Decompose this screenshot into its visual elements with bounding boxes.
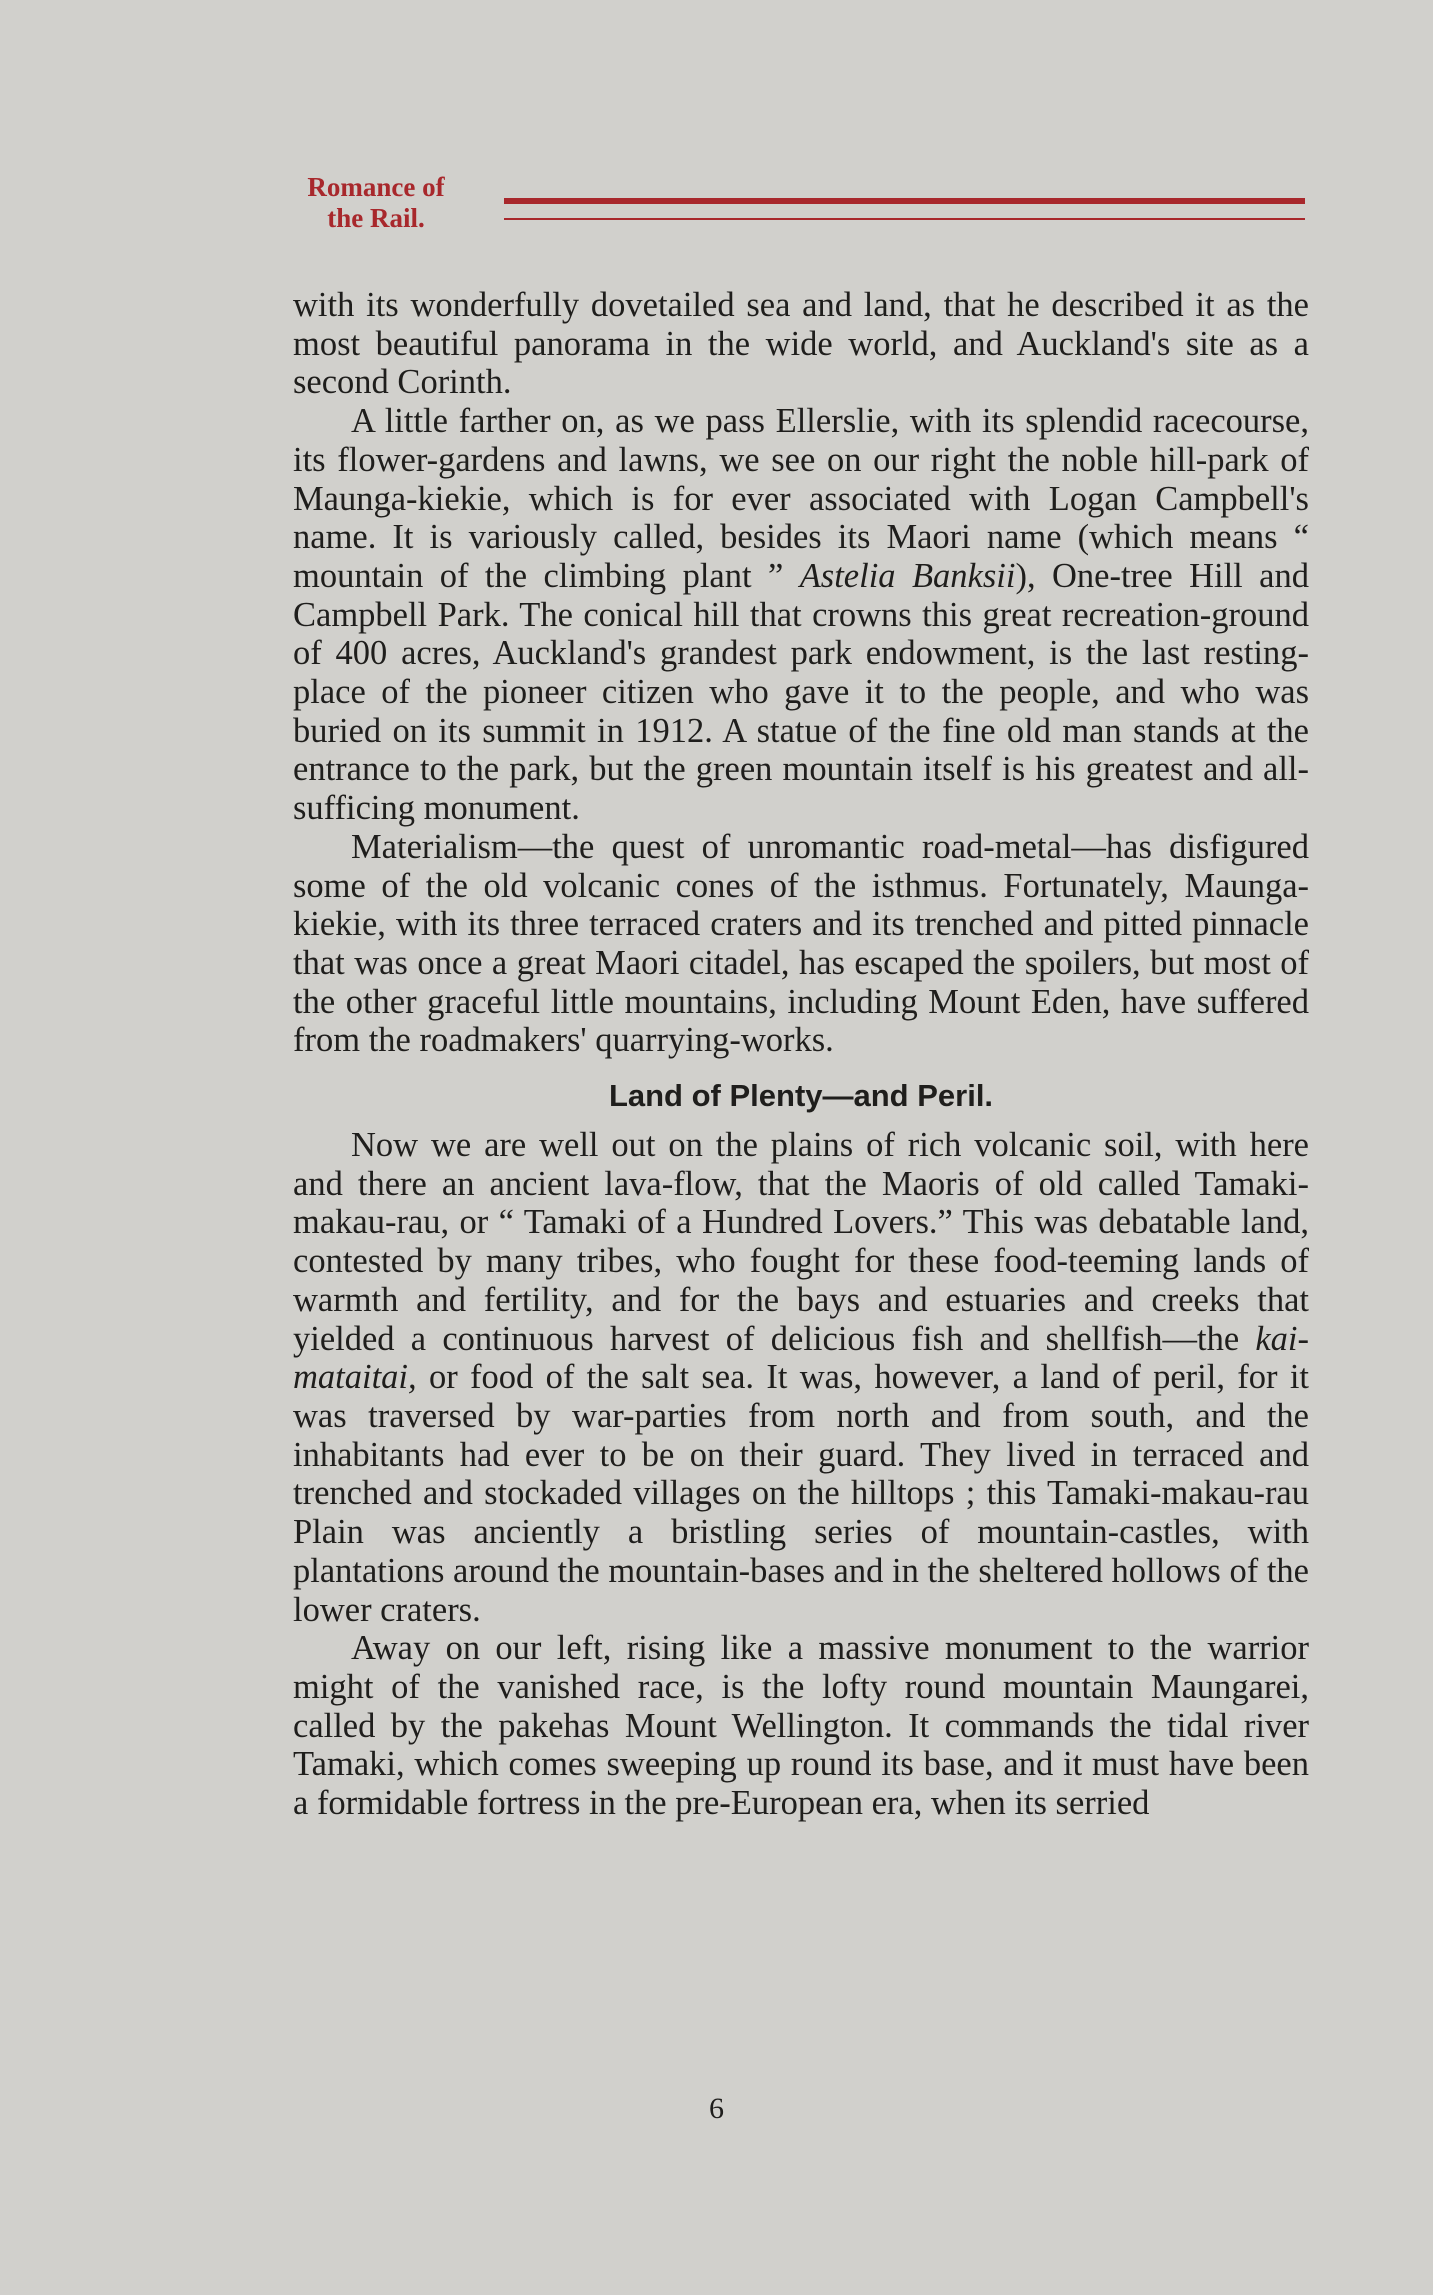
page-header xyxy=(290,172,1306,232)
paragraph-4-italic: kai-mataitai, xyxy=(293,1319,1309,1397)
page-number: 6 xyxy=(709,2092,724,2125)
paragraph-4 xyxy=(293,1126,1309,1629)
paragraph-4-text-a: Now we are well out on the plains of rich volcanic soil, with here and there an ancient lava-flow, that the Maoris of old called Tamaki-makau-rau, or “ Tamaki of a Hundred Lovers.” This was debatable land, contested by many tribes, who fought for these food-teeming lands of warmth and fertility, and for the bays and estuaries and creeks that yielded a continuous harvest of delicious fish and shellfish—the xyxy=(293,1126,1309,1358)
paragraph-2-text-b: ), One-tree Hill and Campbell Park. The conical hill that crowns this great recreation-ground of 400 acres, Auckland's grandest park endowment, is the last resting-place of the pioneer citizen who gave it to the people, and who was buried on its summit in 1912. A statue of the fine old man stands at the entrance to the park, but the green mountain itself is his greatest and all-sufficing monument. xyxy=(293,556,1309,828)
header-rule-thick xyxy=(504,198,1305,204)
paragraph-2-text-a: A little farther on, as we pass Ellerslie, with its splendid racecourse, its flower-gardens and lawns, we see on our right the noble hill-park of Maunga-kiekie, which is for ever associated with Logan Campbell's name. It is variously called, besides its Maori name (which means “ mountain of the climbing plant ” xyxy=(293,402,1309,595)
paragraph-5: Away on our left, rising like a massive monument to the warrior might of the vanished race, is the lofty round mountain Maungarei, called by the pakehas Mount Wellington. It commands the tidal river Tamaki, which comes sweeping up round its base, and it must have been a formidable fortress in the pre-European era, when its serried xyxy=(293,1629,1309,1823)
running-title-line-2: the Rail. xyxy=(327,203,425,233)
paragraph-4-text-b: or food of the salt sea. It was, however, a land of peril, for it was traversed by war-parties from north and from south, and the inhabitants had ever to be on their guard. They lived in terraced and trenched and stockaded villages on the hilltops ; this Tamaki-makau-rau Plain was anciently a bristling series of mountain-castles, with plantations around the mountain-bases and in the sheltered hollows of the lower craters. xyxy=(293,1358,1309,1629)
header-rule-thin xyxy=(504,218,1305,220)
paragraph-2-italic: Astelia Banksii xyxy=(799,556,1016,595)
running-title xyxy=(290,172,462,234)
running-title-line-1: Romance of xyxy=(307,172,445,202)
paragraph-3: Materialism—the quest of unromantic road-metal—has disfigured some of the old volcanic cones of the isthmus. Fortunately, Maunga-kiekie, with its three terraced craters and its trenched and pitted pinnacle that was once a great Maori citadel, has escaped the spoilers, but most of the other graceful little mountains, including Mount Eden, have suffered from the roadmakers' quarrying-works. xyxy=(293,827,1309,1060)
section-heading: Land of Plenty—and Peril. xyxy=(608,1078,994,1114)
paragraph-1: with its wonderfully dovetailed sea and land, that he described it as the most beautiful panorama in the wide world, and Auckland's site as a second Corinth. xyxy=(293,286,1309,402)
paragraph-2 xyxy=(293,402,1309,828)
body-text xyxy=(293,286,1309,1823)
